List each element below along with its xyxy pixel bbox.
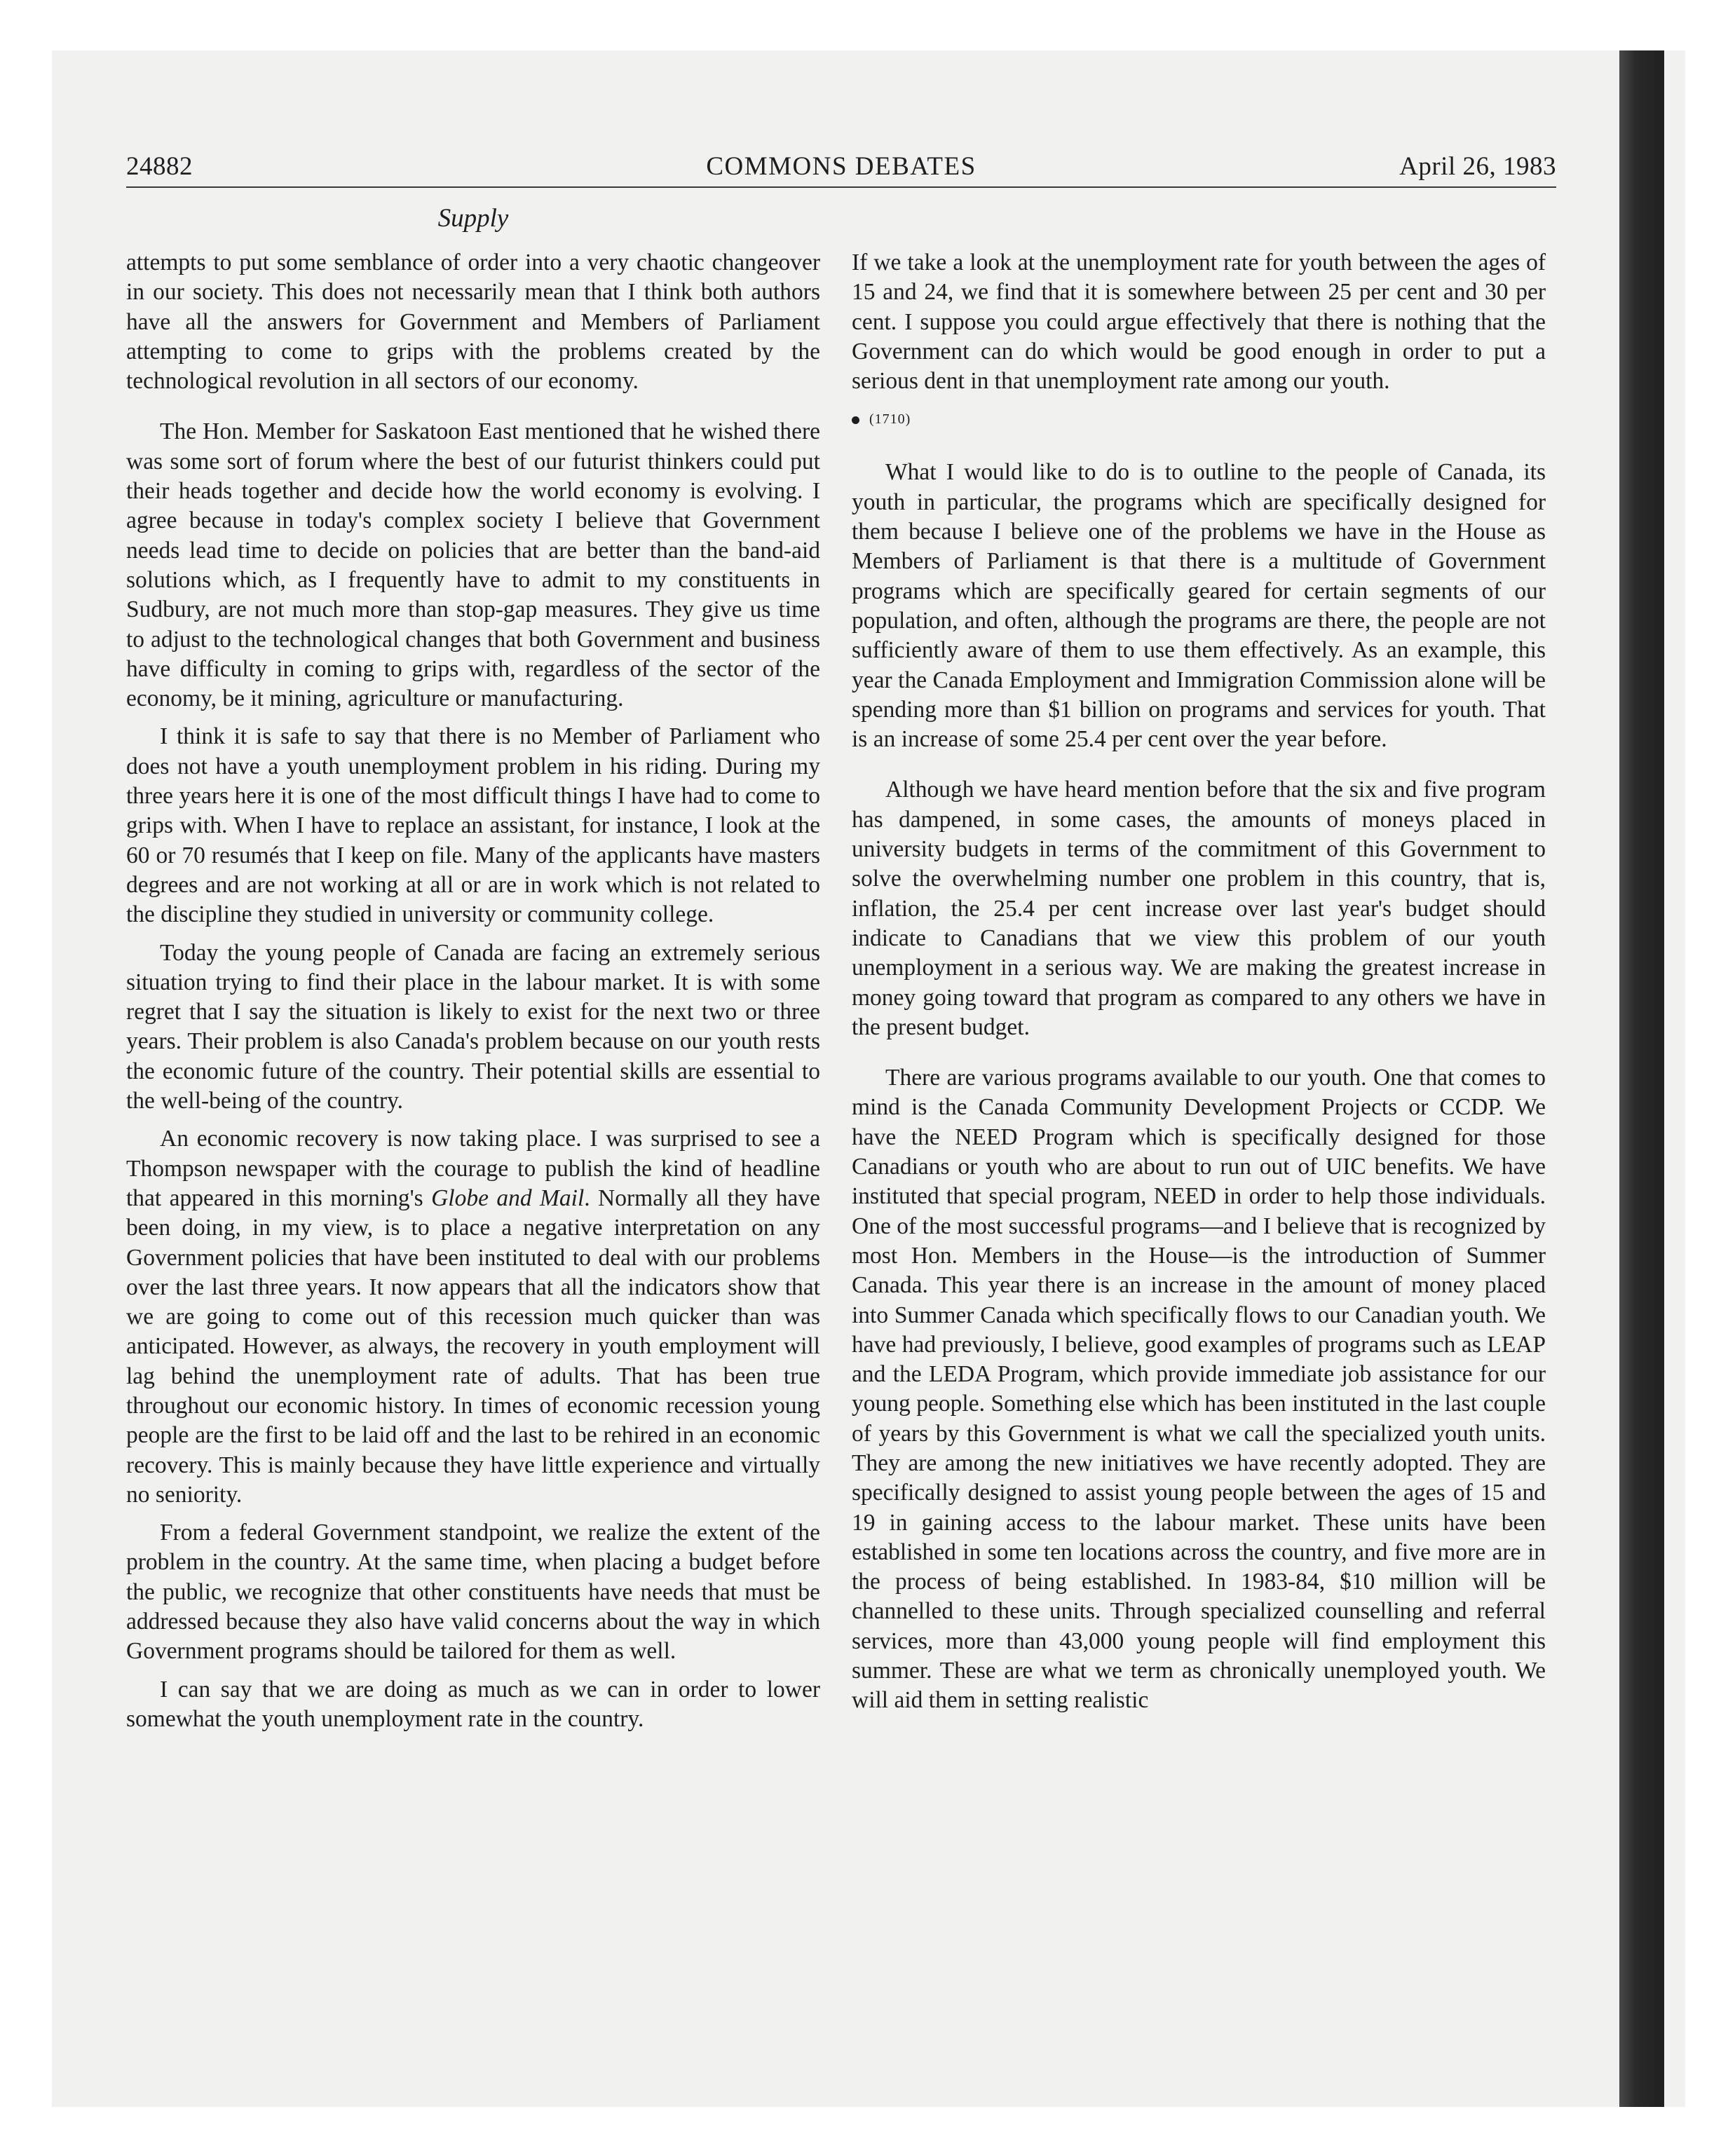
journal-title: COMMONS DEBATES	[706, 152, 977, 181]
paragraph-gap	[852, 1051, 1546, 1063]
section-title: Supply	[437, 204, 509, 233]
paragraph: If we take a look at the unemployment rate for youth between the ages of 15 and 24, we find that it is somewhere between 25 per cent and 30 per cent. I suppose you could argue effectively that there is nothing that the Government can do which would be good enough in order to put a serious dent in that unemployment rate among our youth.	[852, 250, 1546, 395]
right-column	[852, 248, 1546, 1724]
paragraph: What I would like to do is to outline to the people of Canada, its youth in particular, the programs which are specifically designed for them because I believe one of the problems we have in the House as Members of Parliament is that there is a multitude of Government programs which are specifically geared for certain segments of our population, and often, although the programs are there, the people are not sufficiently aware of them to use them effectively. As an example, this year the Canada Employment and Immigration Commission alone will be spending more than $1 billion on programs and services for youth. That is an increase of some 25.4 per cent over the year before.	[852, 459, 1546, 753]
left-column	[126, 248, 820, 1742]
time-marker-label: (1710)	[869, 411, 911, 428]
paragraph	[126, 1124, 820, 1510]
paragraph: Although we have heard mention before that the six and five program has dampened, in some cases, the amounts of moneys placed in university budgets in terms of the commitment of this Government to solve the overwhelming number one problem in this country, that is, inflation, the 25.4 per cent increase over last year's budget should indicate to Canadians that we view this problem of our youth unemployment in a serious way. We are making the greatest increase in money going toward that program as compared to any others we have in the present budget.	[852, 777, 1546, 1040]
bullet-icon	[852, 416, 859, 424]
paragraph-text: . Normally all they have been doing, in my view, is to place a negative interpretation on any Government policies that have been instituted to deal with our problems over the last three years. It now appears that all the indicators show that we are going to come out of this recession much quicker than was anticipated. However, as always, the recovery in youth employment will lag behind the unemployment rate of adults. That has been true throughout our economic history. In times of economic recession young people are the first to be laid off and the last to be rehired in an economic recovery. This is mainly because they have little experience and virtually no seniority.	[126, 1185, 820, 1508]
paragraph-gap	[126, 404, 820, 417]
page-number: 24882	[126, 152, 193, 181]
paragraph: I can say that we are doing as much as we can in order to lower somewhat the youth unemployment rate in the country.	[126, 1676, 820, 1732]
paragraph: I think it is safe to say that there is no Member of Parliament who does not have a youth unemployment problem in his riding. During my three years here it is one of the most difficult things I have had to come to grips with. When I have to replace an assistant, for instance, I look at the 60 or 70 resumés that I keep on file. Many of the applicants have masters degrees and are not working at all or are in work which is not related to the discipline they studied in university or community college.	[126, 723, 820, 928]
time-marker	[852, 409, 1546, 430]
paragraph: From a federal Government standpoint, we realize the extent of the problem in the country. At the same time, when placing a budget before the public, we recognize that other constituents have needs that must be addressed because they also have valid concerns about the way in which Government programs should be tailored for them as well.	[126, 1520, 820, 1665]
binding-shadow	[1619, 50, 1664, 2107]
debate-date: April 26, 1983	[1399, 152, 1556, 181]
paragraph: There are various programs available to our youth. One that comes to mind is the Canada Community Development Projects or CCDP. We have the NEED Program which is specifically designed for those Canadians or youth who are about to run out of UIC benefits. We have instituted that special program, NEED in order to help those individuals. One of the most successful programs—and I believe that is recognized by most Hon. Members in the House—is the introduction of Summer Canada. This year there is an increase in the amount of money placed into Summer Canada which specifically flows to our Canadian youth. We have had previously, I believe, good examples of programs such as LEAP and the LEDA Program, which provide immediate job assistance for our young people. Something else which has been instituted in the last couple of years by this Government is what we call the specialized youth units. They are among the new initiatives we have recently adopted. They are specifically designed to assist young people between the ages of 15 and 19 in gaining access to the labour market. These units have been established in some ten locations across the country, and five more are in the process of being established. In 1983-84, $10 million will be channelled to these units. Through specialized counselling and referral services, more than 43,000 young people will find employment this summer. These are what we term as chronically unemployed youth. We will aid them in setting realistic	[852, 1065, 1546, 1714]
paragraph-gap	[852, 763, 1546, 775]
paragraph-text: An economic recovery is now taking place. I was surprised to see a Thompson newspaper with the courage to publish the kind of headline that appeared in this morning's	[126, 1126, 820, 1211]
page-header	[126, 150, 1556, 188]
paragraph: Today the young people of Canada are facing an extremely serious situation trying to find their place in the labour market. It is with some regret that I say the situation is likely to exist for the next two or three years. Their problem is also Canada's problem because on our youth rests the economic future of the country. Their potential skills are essential to the well-being of the country.	[126, 939, 820, 1114]
paragraph: The Hon. Member for Saskatoon East mentioned that he wished there was some sort of forum where the best of our futurist thinkers could put their heads together and decide how the world economy is evolving. I agree because in today's complex society I believe that Government needs lead time to decide on policies that are better than the band-aid solutions which, as I frequently have to admit to my constituents in Sudbury, are not much more than stop-gap measures. They give us time to adjust to the technological changes that both Government and business have difficulty in coming to grips with, regardless of the sector of the economy, be it mining, agriculture or manufacturing.	[126, 418, 820, 712]
paragraph: attempts to put some semblance of order into a very chaotic changeover in our society. This does not necessarily mean that I think both authors have all the answers for Government and Members of Parliament attempting to come to grips with the problems created by the technological revolution in all sectors of our economy.	[126, 250, 820, 395]
newspaper-title: Globe and Mail	[431, 1185, 585, 1211]
